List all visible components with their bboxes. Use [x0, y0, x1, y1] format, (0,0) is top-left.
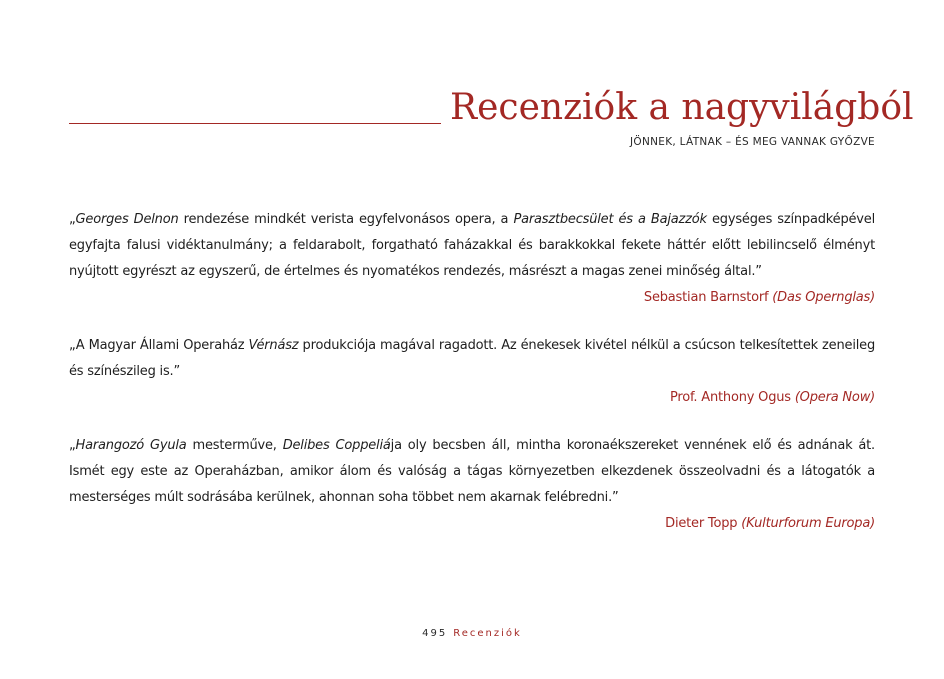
review-attribution: [69, 511, 875, 537]
review-quote: [69, 433, 875, 511]
review-source: (Das Opernglas): [772, 290, 875, 305]
page-number: 495: [422, 628, 448, 639]
review-quote: [69, 333, 875, 385]
review-author: Prof. Anthony Ogus: [669, 390, 795, 405]
quote-emphasis: Vérnász: [248, 338, 299, 353]
quote-text: ja oly becsben áll, mintha koronaékszereket vennének elő és adnának át. Ismét egy este az Operaházban, amikor álom és valóság a tágas környezetben elkezdenek összeolvadni és a látogatók a mesterséges múlt sodrásába kerülnek, ahonnan soha többet nem akarnak felébredni.”: [69, 438, 875, 505]
review-quote: [69, 207, 875, 285]
quote-text: rendezése mindkét verista egyfelvonásos opera, a: [178, 212, 514, 227]
page-subtitle: JÖNNEK, LÁTNAK – ÉS MEG VANNAK GYŐZVE: [629, 136, 875, 148]
review-attribution: [69, 285, 875, 311]
review-attribution: [69, 385, 875, 411]
quote-text: produkciója magával ragadott. Az énekesek kivétel nélkül a csúcson telkesítettek zeneileg és színészileg is.”: [69, 338, 875, 379]
quote-text: „A Magyar Állami Operaház: [69, 338, 249, 353]
quote-emphasis: Harangozó Gyula: [75, 438, 187, 453]
quote-text: „: [69, 438, 76, 453]
quote-text: „: [69, 212, 76, 227]
review-3: [69, 433, 875, 537]
quote-emphasis: Parasztbecsület és a Bajazzók: [513, 212, 707, 227]
quote-text: mesterműve,: [186, 438, 283, 453]
quote-text: egységes színpadképével egyfajta falusi vidéktanulmány; a feldarabolt, forgatható faházakkal és barakkokkal fekete háttér előtt lebilincselő élményt nyújtott egyrészt az egyszerű, de értelmes és nyomatékos rendezés, másrészt a magas zenei minőség által.”: [69, 212, 876, 279]
review-2: [69, 333, 875, 411]
quote-emphasis: Georges Delnon: [75, 212, 179, 227]
title-rule: [69, 123, 441, 124]
review-source: (Opera Now): [794, 390, 875, 405]
review-author: Sebastian Barnstorf: [643, 290, 773, 305]
review-author: Dieter Topp: [665, 516, 742, 531]
page-footer: [0, 628, 944, 639]
page-title: Recenziók a nagyvilágból: [450, 87, 914, 128]
section-name: Recenziók: [453, 628, 522, 639]
review-1: [69, 207, 875, 311]
review-source: (Kulturforum Europa): [741, 516, 875, 531]
quote-emphasis: Delibes Coppeliá: [282, 438, 391, 453]
